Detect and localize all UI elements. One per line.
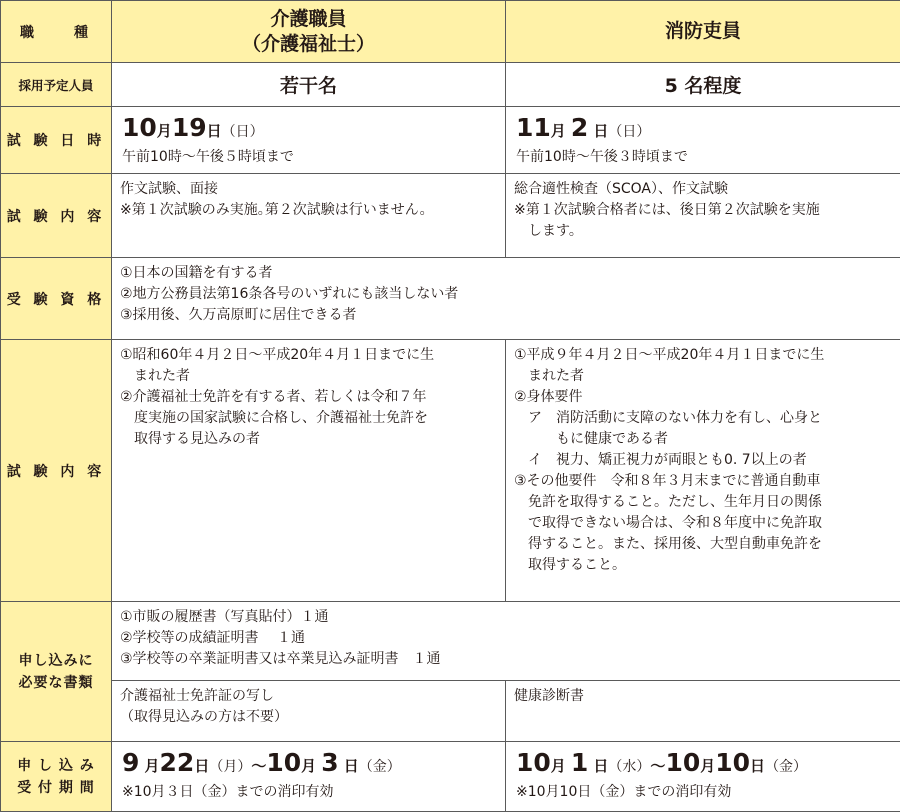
text-line: まれた者: [514, 366, 892, 387]
recruit-care: 若干名: [112, 63, 506, 107]
text-line: ※第１次試験合格者には、後日第２次試験を実施: [514, 200, 892, 221]
text-line: 総合適性検査（SCOA）、作文試験: [514, 179, 892, 200]
exam-day: 19: [172, 113, 207, 142]
text-line: まれた者: [120, 366, 497, 387]
period-note: ※10月10日（金）までの消印有効: [516, 782, 892, 802]
month-unit: 月: [551, 122, 566, 140]
text-line: ③採用後、久万高原町に居住できる者: [120, 305, 892, 326]
period-label: [1, 742, 112, 812]
exam-date-care: [112, 107, 506, 174]
month-unit: 月: [157, 122, 172, 140]
text-line: 得すること。また、採用後、大型自動車免許を: [514, 534, 892, 555]
period-day: 3: [321, 748, 338, 777]
qualification-label: 受 験 資 格: [1, 258, 112, 340]
period-dow: （水）: [608, 759, 650, 775]
day-unit: 日: [207, 122, 222, 140]
exam-dow: （日）: [608, 124, 650, 140]
range-tilde: ～: [650, 757, 665, 775]
day-unit: 日: [750, 757, 765, 775]
period-day: 1: [571, 748, 588, 777]
content2-fire: [506, 340, 900, 602]
text-line: ②介護福祉士免許を有する者、若しくは令和７年: [120, 387, 497, 408]
period-day: 10: [715, 748, 750, 777]
text-line: ア 消防活動に支障のない体力を有し、心身と: [514, 408, 892, 429]
content2-care: [112, 340, 506, 602]
period-month: 10: [266, 748, 301, 777]
content2-label: 試 験 内 容: [1, 340, 112, 602]
period-month: 10: [665, 748, 700, 777]
exam-date-label: 試 験 日 時: [1, 107, 112, 174]
month-unit: 月: [145, 757, 160, 775]
period-dow: （金）: [359, 759, 401, 775]
documents-label-line1: 申し込みに: [1, 650, 111, 672]
header-label: 職 種: [1, 1, 112, 63]
month-unit: 月: [700, 757, 715, 775]
header-firefighter: 消防吏員: [506, 1, 900, 63]
text-line: 取得すること。: [514, 555, 892, 576]
exam-month: 11: [516, 113, 551, 142]
text-line: 度実施の国家試験に合格し、介護福祉士免許を: [120, 408, 497, 429]
care-worker-subtitle: （介護福祉士）: [112, 32, 505, 57]
documents-specific-row: [1, 681, 900, 742]
text-line: ②地方公務員法第16条各号のいずれにも該当しない者: [120, 284, 892, 305]
text-line: ①日本の国籍を有する者: [120, 263, 892, 284]
exam-date-fire: [506, 107, 900, 174]
content2-row: [1, 340, 900, 602]
text-line: で取得できない場合は、令和８年度中に免許取: [514, 513, 892, 534]
text-line: ①昭和60年４月２日～平成20年４月１日までに生: [120, 345, 497, 366]
qualification-body: [112, 258, 900, 340]
period-day: 22: [160, 748, 195, 777]
text-line: イ 視力、矯正視力が両眼とも0. 7以上の者: [514, 450, 892, 471]
exam-day: 2: [571, 113, 588, 142]
text-line: ②学校等の成績証明書 １通: [120, 628, 892, 649]
text-line: 健康診断書: [514, 686, 892, 707]
text-line: ※第１次試験のみ実施｡第２次試験は行いません。: [120, 200, 497, 221]
content1-fire: [506, 174, 900, 258]
content1-care: [112, 174, 506, 258]
exam-dow: （日）: [222, 124, 264, 140]
text-line: 介護福祉士免許証の写し: [120, 686, 497, 707]
text-line: ①市販の履歴書（写真貼付）１通: [120, 607, 892, 628]
content1-label: 試 験 内 容: [1, 174, 112, 258]
content1-row: [1, 174, 900, 258]
text-line: もに健康である者: [514, 429, 892, 450]
period-note: ※10月３日（金）までの消印有効: [122, 782, 497, 802]
text-line: ③学校等の卒業証明書又は卒業見込み証明書 １通: [120, 649, 892, 670]
documents-common: [112, 602, 900, 681]
exam-time: 午前10時～午後５時頃まで: [122, 147, 497, 167]
header-care-worker: [112, 1, 506, 63]
day-unit: 日: [593, 757, 608, 775]
text-line: ①平成９年４月２日～平成20年４月１日までに生: [514, 345, 892, 366]
documents-common-row: [1, 602, 900, 681]
text-line: ②身体要件: [514, 387, 892, 408]
day-unit: 日: [593, 122, 608, 140]
recruit-label: 採用予定人員: [1, 63, 112, 107]
header-row: [1, 1, 900, 63]
period-care: [112, 742, 506, 812]
period-dow: （金）: [765, 759, 807, 775]
exam-month: 10: [122, 113, 157, 142]
documents-label-line2: 必要な書類: [1, 672, 111, 694]
period-fire: [506, 742, 900, 812]
month-unit: 月: [301, 757, 316, 775]
text-line: （取得見込みの方は不要）: [120, 707, 497, 728]
text-line: 免許を取得すること。ただし、生年月日の関係: [514, 492, 892, 513]
day-unit: 日: [194, 757, 209, 775]
day-unit: 日: [344, 757, 359, 775]
documents-label: [1, 602, 112, 742]
care-worker-title: 介護職員: [112, 7, 505, 32]
period-label-line1: 申 し 込 み: [1, 755, 111, 777]
recruit-fire: 5 名程度: [506, 63, 900, 107]
text-line: ③その他要件 令和８年３月末までに普通自動車: [514, 471, 892, 492]
recruit-row: [1, 63, 900, 107]
documents-fire: [506, 681, 900, 742]
period-row: [1, 742, 900, 812]
range-tilde: ～: [251, 757, 266, 775]
period-dow: （月）: [209, 759, 251, 775]
period-month: 10: [516, 748, 551, 777]
qualification-row: [1, 258, 900, 340]
month-unit: 月: [551, 757, 566, 775]
text-line: 作文試験、面接: [120, 179, 497, 200]
exam-time: 午前10時～午後３時頃まで: [516, 147, 892, 167]
period-label-line2: 受 付 期 間: [1, 777, 111, 799]
text-line: 取得する見込みの者: [120, 429, 497, 450]
exam-date-row: [1, 107, 900, 174]
documents-care: [112, 681, 506, 742]
text-line: します。: [514, 221, 892, 242]
period-month: 9: [122, 748, 139, 777]
